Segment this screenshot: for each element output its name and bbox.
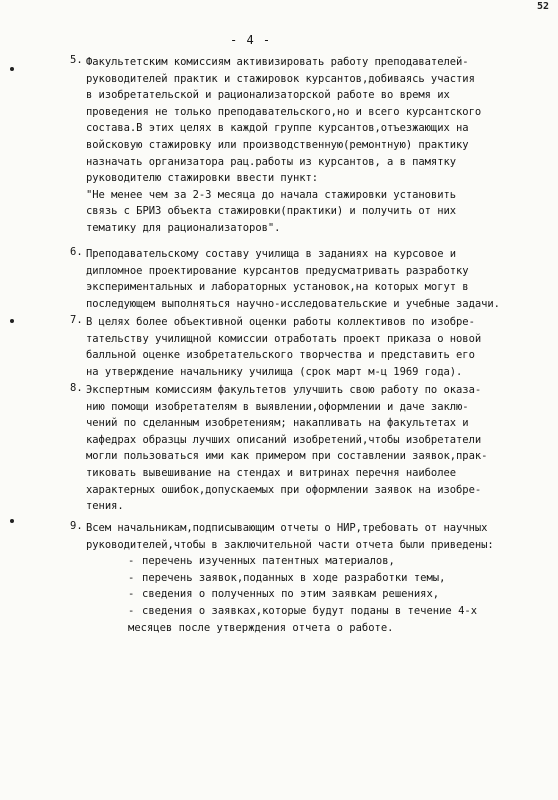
list-item [70, 520, 548, 636]
item-line: Факультетским комиссиям активизировать работу преподавателей- [86, 56, 469, 68]
margin-dot [10, 319, 14, 323]
sub-item-text: перечень заявок,поданных в ходе разработки темы, [142, 571, 446, 584]
list-item [70, 382, 548, 515]
item-number: 6. [70, 246, 83, 258]
margin-dot [10, 67, 14, 71]
item-line: последующем выполняться научно-исследовательские и учебные задачи. [86, 297, 500, 310]
item-number: 8. [70, 382, 83, 394]
item-line: В целях более объективной оценки работы коллективов по изобре- [86, 316, 475, 328]
dash-marker: - [128, 555, 135, 568]
item-number: 9. [70, 520, 83, 532]
item-number: 7. [70, 314, 83, 326]
item-line: экспериментальных и лабораторных установок,на которых могут в [86, 281, 469, 294]
item-line: войсковую стажировку или производственную(ремонтную) практику [86, 138, 469, 151]
item-line: связь с БРИЗ объекта стажировки(практики) и получить от них [86, 205, 457, 218]
page-number: - 4 - [230, 33, 272, 47]
item-line: тательству училищной комиссии отработать проект приказа о новой [86, 332, 482, 345]
sub-item-text: перечень изученных патентных материалов, [142, 555, 395, 568]
item-line: тиковать вывешивание на стендах и витринах перечня наиболее [86, 466, 457, 479]
corner-page-number: 52 [536, 1, 549, 12]
item-line: руководителей практик и стажировок курсантов,добиваясь участия [86, 72, 475, 85]
sub-list [128, 553, 548, 636]
sub-list-item [128, 586, 548, 603]
item-line: могли пользоваться ими как примером при составлении заявок,прак- [86, 450, 488, 463]
item-number: 5. [70, 54, 83, 66]
item-line: в изобретательской и рационализаторской работе во время их [86, 89, 450, 102]
dash-marker: - [128, 571, 135, 584]
item-line: характерных ошибок,допускаемых при оформлении заявок на изобре- [86, 483, 482, 496]
margin-dot [10, 519, 14, 523]
item-line: руководителю стажировки ввести пункт: [86, 172, 319, 185]
list-item [70, 246, 548, 312]
item-line: балльной оценке изобретательского творчества и представить его [86, 349, 475, 362]
item-line: тения. [86, 500, 124, 513]
dash-marker: - [128, 588, 135, 601]
item-line: на утверждение начальнику училища (срок март м-ц 1969 года). [86, 365, 463, 378]
item-line: "Не менее чем за 2-3 месяца до начала стажировки установить [86, 188, 457, 201]
list-item [70, 54, 548, 237]
item-line: чений по сделанным изобретениям; накапливать на факультетах и [86, 417, 469, 430]
item-line: нию помощи изобретателям в выявлении,оформлении и даче заклю- [86, 400, 469, 413]
item-line: руководителей,чтобы в заключительной части отчета были приведены: [86, 538, 494, 551]
item-line: Преподавательскому составу училища в заданиях на курсовое и [86, 248, 457, 260]
list-item [70, 314, 548, 380]
sub-list-item-continuation: месяцев после утверждения отчета о работе. [128, 621, 394, 634]
item-line: тематику для рационализаторов". [86, 221, 281, 234]
item-line: Экспертным комиссиям факультетов улучшить свою работу по оказа- [86, 384, 482, 396]
item-line: кафедрах образцы лучших описаний изобретений,чтобы изобретатели [86, 433, 482, 446]
item-line: состава.В этих целях в каждой группе курсантов,отъезжающих на [86, 122, 469, 135]
sub-item-text: сведения о заявках,которые будут поданы в течение 4-х [142, 604, 478, 617]
item-line: назначать организатора рац.работы из курсантов, а в памятку [86, 155, 457, 168]
sub-list-item [128, 553, 548, 570]
sub-list-item [128, 603, 548, 620]
dash-marker: - [128, 604, 135, 617]
item-line: проведения не только преподавательского,но и всего курсантского [86, 105, 482, 118]
item-line: Всем начальникам,подписывающим отчеты о НИР,требовать от научных [86, 522, 488, 534]
sub-list-item [128, 570, 548, 587]
sub-item-text: сведения о полученных по этим заявкам решениях, [142, 588, 440, 601]
item-line: дипломное проектирование курсантов предусматривать разработку [86, 264, 469, 277]
